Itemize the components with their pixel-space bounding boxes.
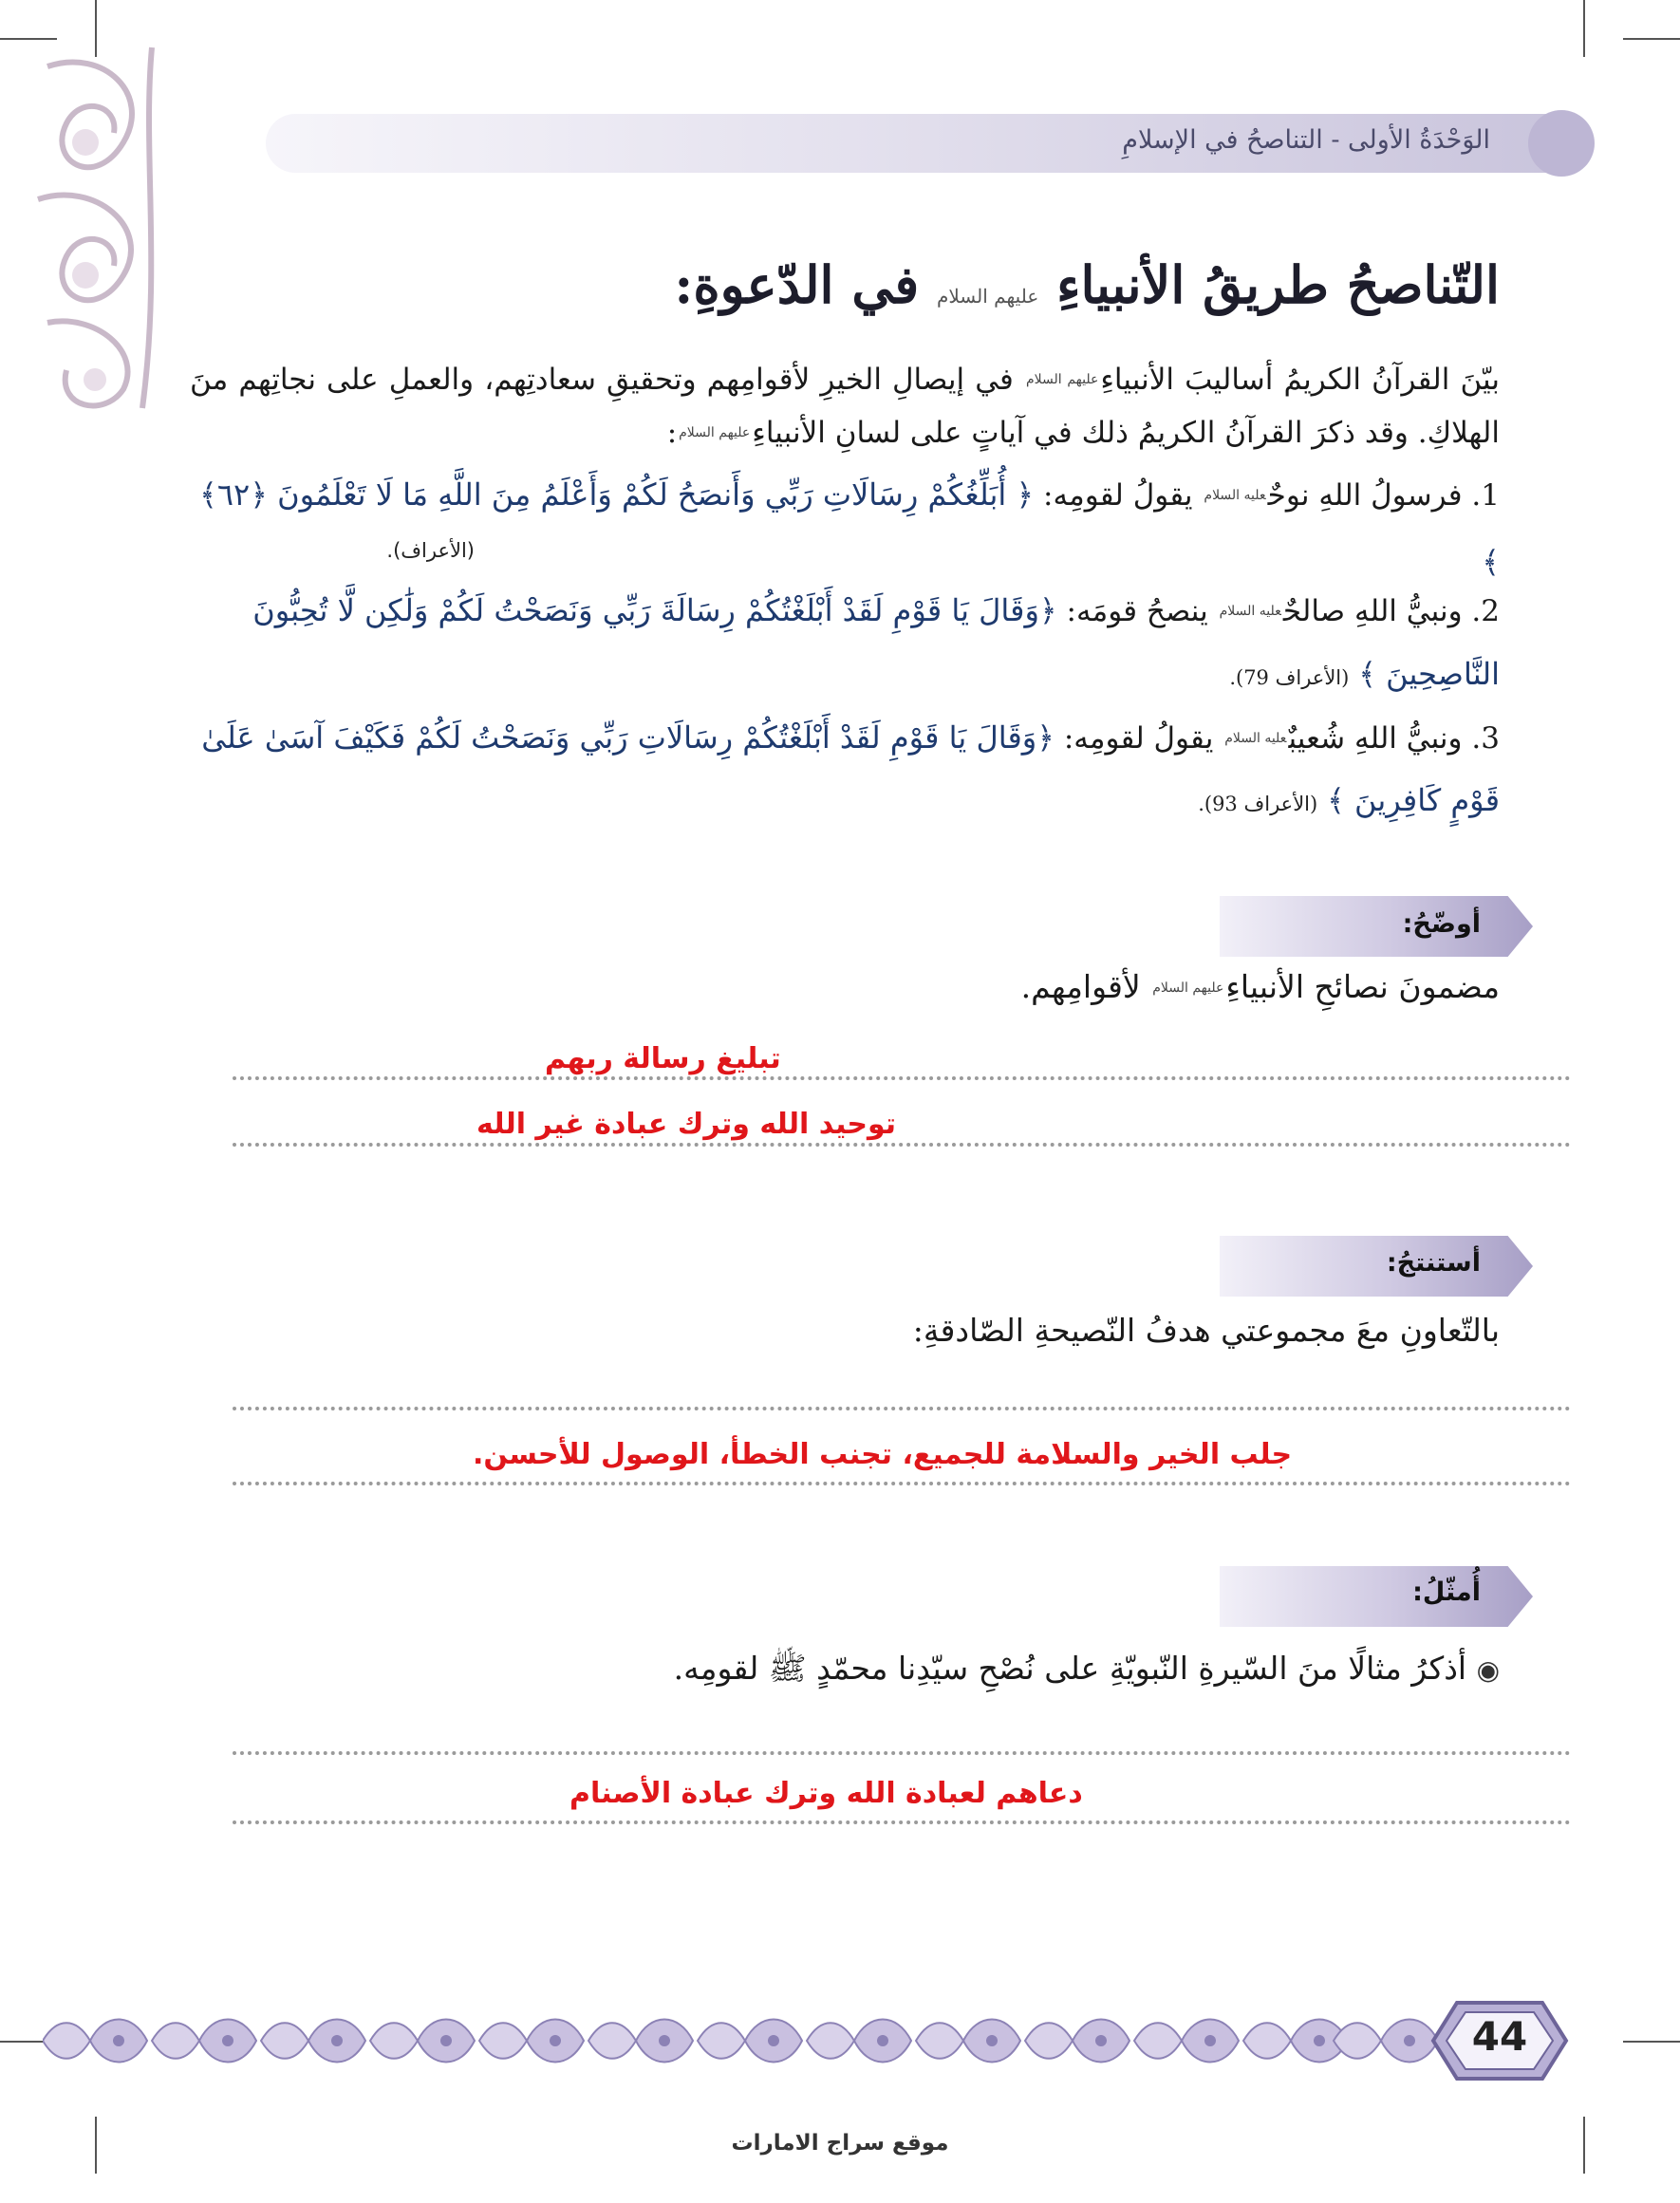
conclude-question: بالتّعاونِ معَ مجموعتي هدفُ النّصيحةِ الصّادقةِ:: [912, 1312, 1500, 1349]
header-band-cap: [1528, 110, 1595, 177]
verse-reference: (الأعراف 93).: [1198, 793, 1318, 815]
explain-label: أوضّحُ:: [1402, 909, 1481, 939]
intro-text: :: [666, 416, 678, 450]
unit-title: الوَحْدَةُ الأولى - التناصحُ في الإسلامِ: [1122, 125, 1490, 155]
crop-mark: [1583, 0, 1585, 57]
item-number: 2.: [1471, 594, 1500, 628]
item-intro: ونبيُّ اللهِ صالحٌ: [1282, 594, 1463, 628]
intro-paragraph: [190, 353, 1500, 459]
honorific: عليهم السلام: [679, 425, 751, 440]
example-question: [674, 1650, 1500, 1695]
item-verb: ينصحُ قومَه:: [1066, 594, 1208, 628]
quran-verse: ﴿وَقَالَ يَا قَوْمِ لَقَدْ أَبْلَغْتُكُمْ رِسَالَةَ رَبِّي وَنَصَحْتُ لَكُمْ وَلَٰكِن لَّا تُحِبُّونَ: [252, 592, 1057, 628]
question-text: مضمونَ نصائحِ الأنبياءِ: [1225, 968, 1500, 1005]
section-title: [674, 254, 1500, 315]
explain-tab: [1220, 896, 1533, 957]
item-verb: يقولُ لقومِه:: [1063, 721, 1214, 756]
explain-answer-1: تبليغ رسالة ربهم: [545, 1042, 781, 1075]
question-text: أذكرُ مثالًا منَ السّيرةِ النّبويّةِ على نُصْحِ سيّدِنا محمّدٍ ﷺ لقومِه.: [673, 1650, 1467, 1687]
crop-mark: [1623, 2041, 1680, 2043]
quran-verse: ﴿ أُبَلِّغُكُمْ رِسَالَاتِ رَبِّي وَأَنصَحُ لَكُمْ وَأَعْلَمُ مِنَ اللَّهِ مَا لَا تَعْلَمُونَ ﴿٦٢﴾ ﴾: [199, 476, 1500, 580]
verse-reference: (الأعراف 79).: [1229, 666, 1350, 689]
page-number: 44: [1471, 2013, 1528, 2060]
answer-line: [233, 1407, 1571, 1410]
bullet-icon: ◉: [1476, 1654, 1500, 1686]
arabesque-ornament: [28, 38, 171, 418]
honorific: عليهم السلام: [1152, 980, 1224, 996]
explain-question: [1021, 968, 1500, 1005]
section-title-main: التّناصحُ طريقُ الأنبياءِ: [1056, 254, 1500, 315]
site-footer: موقع سراج الامارات: [731, 2131, 949, 2156]
section-title-tail: في الدّعوةِ:: [674, 254, 920, 315]
answer-line: [233, 1076, 1571, 1080]
conclude-tab: [1220, 1236, 1533, 1297]
quran-verse: قَوْمٍ كَافِرِينَ ﴾: [1327, 782, 1500, 818]
item-verb: يقولُ لقومِه:: [1043, 478, 1193, 513]
prophet-item-2: [180, 577, 1500, 644]
quran-verse: النَّاصِحِينَ ﴾: [1358, 656, 1500, 692]
answer-line: [233, 1143, 1571, 1147]
item-intro: ونبيُّ اللهِ شُعيبٌ: [1288, 721, 1463, 756]
explain-answer-2: توحيد الله وترك عبادة غير الله: [476, 1108, 897, 1141]
prophet-item-2-cont: [180, 641, 1500, 711]
answer-line: [233, 1820, 1571, 1824]
prophet-item-3: [180, 704, 1500, 772]
item-intro: فرسولُ اللهِ نوحٌ: [1267, 478, 1463, 513]
honorific: عليه السلام: [1204, 488, 1266, 503]
question-text: لأقوامِهم.: [1020, 968, 1141, 1005]
honorific: عليه السلام: [1219, 604, 1281, 619]
item-number: 3.: [1471, 721, 1500, 756]
answer-line: [233, 1482, 1571, 1485]
conclude-answer: جلب الخير والسلامة للجميع، تجنب الخطأ، الوصول للأحسن.: [473, 1438, 1293, 1471]
intro-text: بيّنَ القرآنُ الكريمُ أساليبَ الأنبياءِ: [1100, 363, 1501, 397]
honorific: عليهم السلام: [1026, 372, 1099, 387]
quran-verse: ﴿وَقَالَ يَا قَوْمِ لَقَدْ أَبْلَغْتُكُمْ رِسَالَاتِ رَبِّي وَنَصَحْتُ لَكُمْ فَكَيْفَ آسَىٰ عَلَىٰ: [201, 719, 1055, 756]
honorific: عليهم السلام: [936, 285, 1039, 308]
item-number: 1.: [1471, 478, 1500, 513]
intro-text: في إيصالِ الخيرِ لأقوامِهم وتحقيقِ سعادتِهم، والعملِ على نجاتِهم: [238, 363, 1014, 397]
intro-text: منَ الهلاكِ. وقد ذكرَ القرآنُ الكريمُ ذلك في آياتٍ على لسانِ الأنبياءِ: [190, 363, 1500, 450]
honorific: عليه السلام: [1224, 731, 1287, 746]
prophet-item-3-cont: [180, 767, 1500, 837]
example-answer: دعاهم لعبادة الله وترك عبادة الأصنام: [569, 1777, 1083, 1810]
crop-mark: [1623, 38, 1680, 40]
prophet-item-1: [180, 461, 1500, 596]
conclude-label: أستنتجُ:: [1386, 1248, 1481, 1278]
example-tab: [1220, 1566, 1533, 1627]
verse-reference: (الأعراف).: [386, 539, 475, 562]
decorative-border: [43, 2003, 1438, 2079]
answer-line: [233, 1751, 1571, 1755]
example-label: أُمثّلُ:: [1412, 1578, 1481, 1607]
